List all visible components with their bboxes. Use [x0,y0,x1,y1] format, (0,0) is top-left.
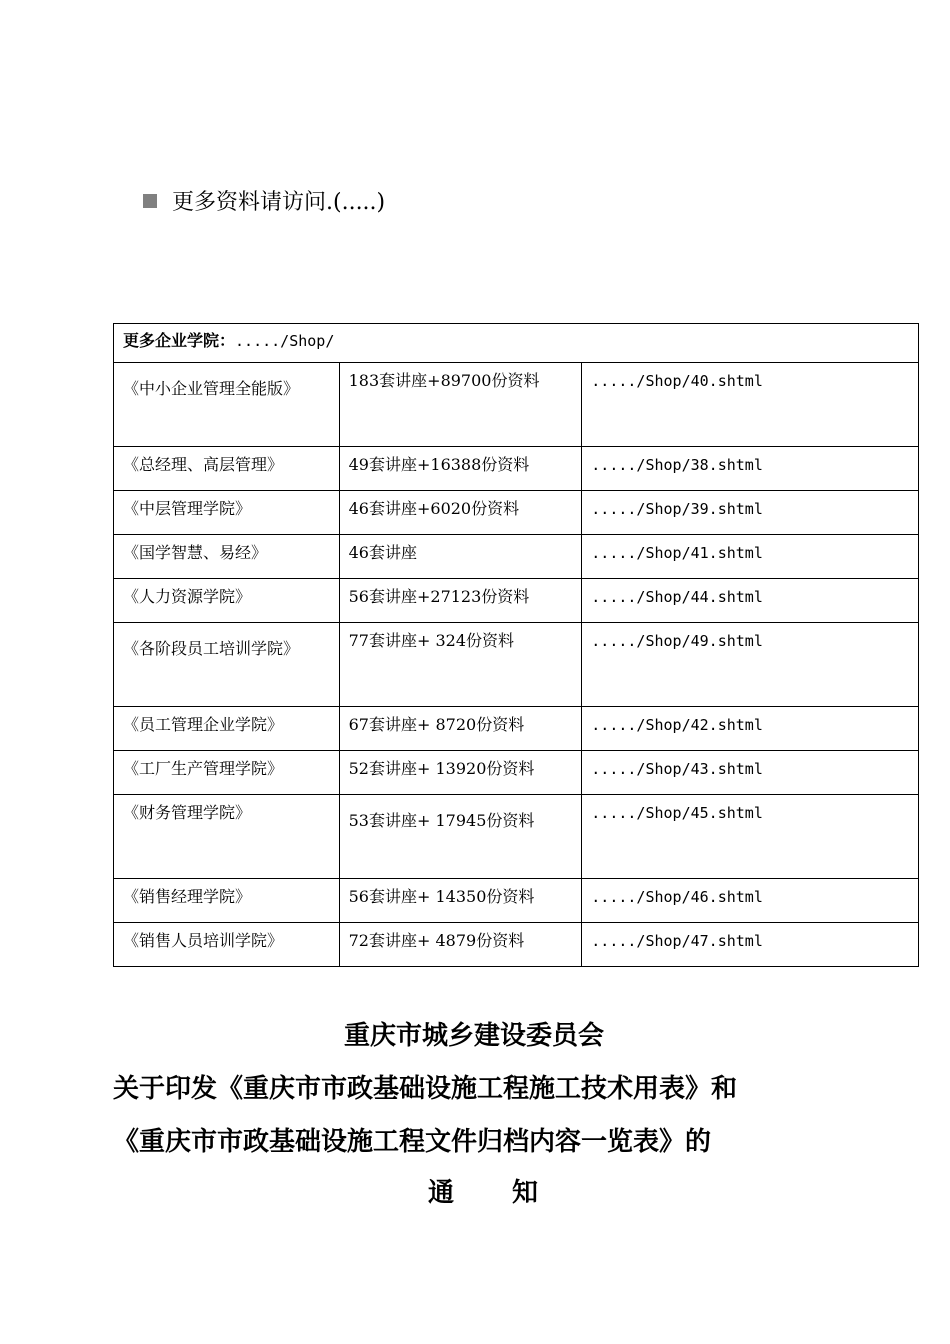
table-row [114,879,919,923]
course-name: 《销售人员培训学院》 [114,923,340,967]
notice-heading: 通知 [428,1178,597,1208]
course-name: 《工厂生产管理学院》 [114,751,340,795]
table-header-label: 更多企业学院： [123,331,236,350]
more-resources-text: 更多资料请访问.(.....) [172,190,386,215]
course-count: 183套讲座+89700份资料 [339,363,582,447]
course-count: 72套讲座+ 4879份资料 [339,923,582,967]
more-resources-note [143,185,385,216]
course-name: 《国学智慧、易经》 [114,535,340,579]
course-url[interactable]: ...../Shop/46.shtml [582,879,919,923]
course-url[interactable]: ...../Shop/38.shtml [582,447,919,491]
course-url[interactable]: ...../Shop/42.shtml [582,707,919,751]
course-name: 《各阶段员工培训学院》 [114,623,340,707]
course-count: 46套讲座+6020份资料 [339,491,582,535]
notice-title-line-2: 《重庆市市政基础设施工程文件归档内容一览表》的 [113,1127,712,1157]
course-url[interactable]: ...../Shop/39.shtml [582,491,919,535]
table-row [114,447,919,491]
table-row [114,579,919,623]
table-header-url[interactable]: ...../Shop/ [235,332,335,350]
course-count: 67套讲座+ 8720份资料 [339,707,582,751]
notice-issuer: 重庆市城乡建设委员会 [344,1021,605,1051]
course-count: 77套讲座+ 324份资料 [339,623,582,707]
table-row [114,795,919,879]
table-row [114,491,919,535]
table-header-row [114,324,919,363]
course-url[interactable]: ...../Shop/41.shtml [582,535,919,579]
course-count: 46套讲座 [339,535,582,579]
course-url[interactable]: ...../Shop/49.shtml [582,623,919,707]
table-row [114,623,919,707]
notice-title-line-1: 关于印发《重庆市市政基础设施工程施工技术用表》和 [113,1074,738,1104]
bullet-square-icon [143,194,157,208]
course-name: 《员工管理企业学院》 [114,707,340,751]
course-url[interactable]: ...../Shop/45.shtml [582,795,919,879]
course-url[interactable]: ...../Shop/43.shtml [582,751,919,795]
table-row [114,707,919,751]
course-table [113,323,919,967]
course-count: 49套讲座+16388份资料 [339,447,582,491]
course-url[interactable]: ...../Shop/40.shtml [582,363,919,447]
course-count: 53套讲座+ 17945份资料 [339,795,582,879]
course-url[interactable]: ...../Shop/47.shtml [582,923,919,967]
course-name: 《财务管理学院》 [114,795,340,879]
table-row [114,923,919,967]
course-name: 《总经理、高层管理》 [114,447,340,491]
table-header-cell [114,324,919,363]
course-count: 52套讲座+ 13920份资料 [339,751,582,795]
course-name: 《人力资源学院》 [114,579,340,623]
course-name: 《销售经理学院》 [114,879,340,923]
course-name: 《中小企业管理全能版》 [114,363,340,447]
course-count: 56套讲座+ 14350份资料 [339,879,582,923]
course-count: 56套讲座+27123份资料 [339,579,582,623]
table-row [114,751,919,795]
table-row [114,363,919,447]
course-url[interactable]: ...../Shop/44.shtml [582,579,919,623]
course-name: 《中层管理学院》 [114,491,340,535]
table-row [114,535,919,579]
